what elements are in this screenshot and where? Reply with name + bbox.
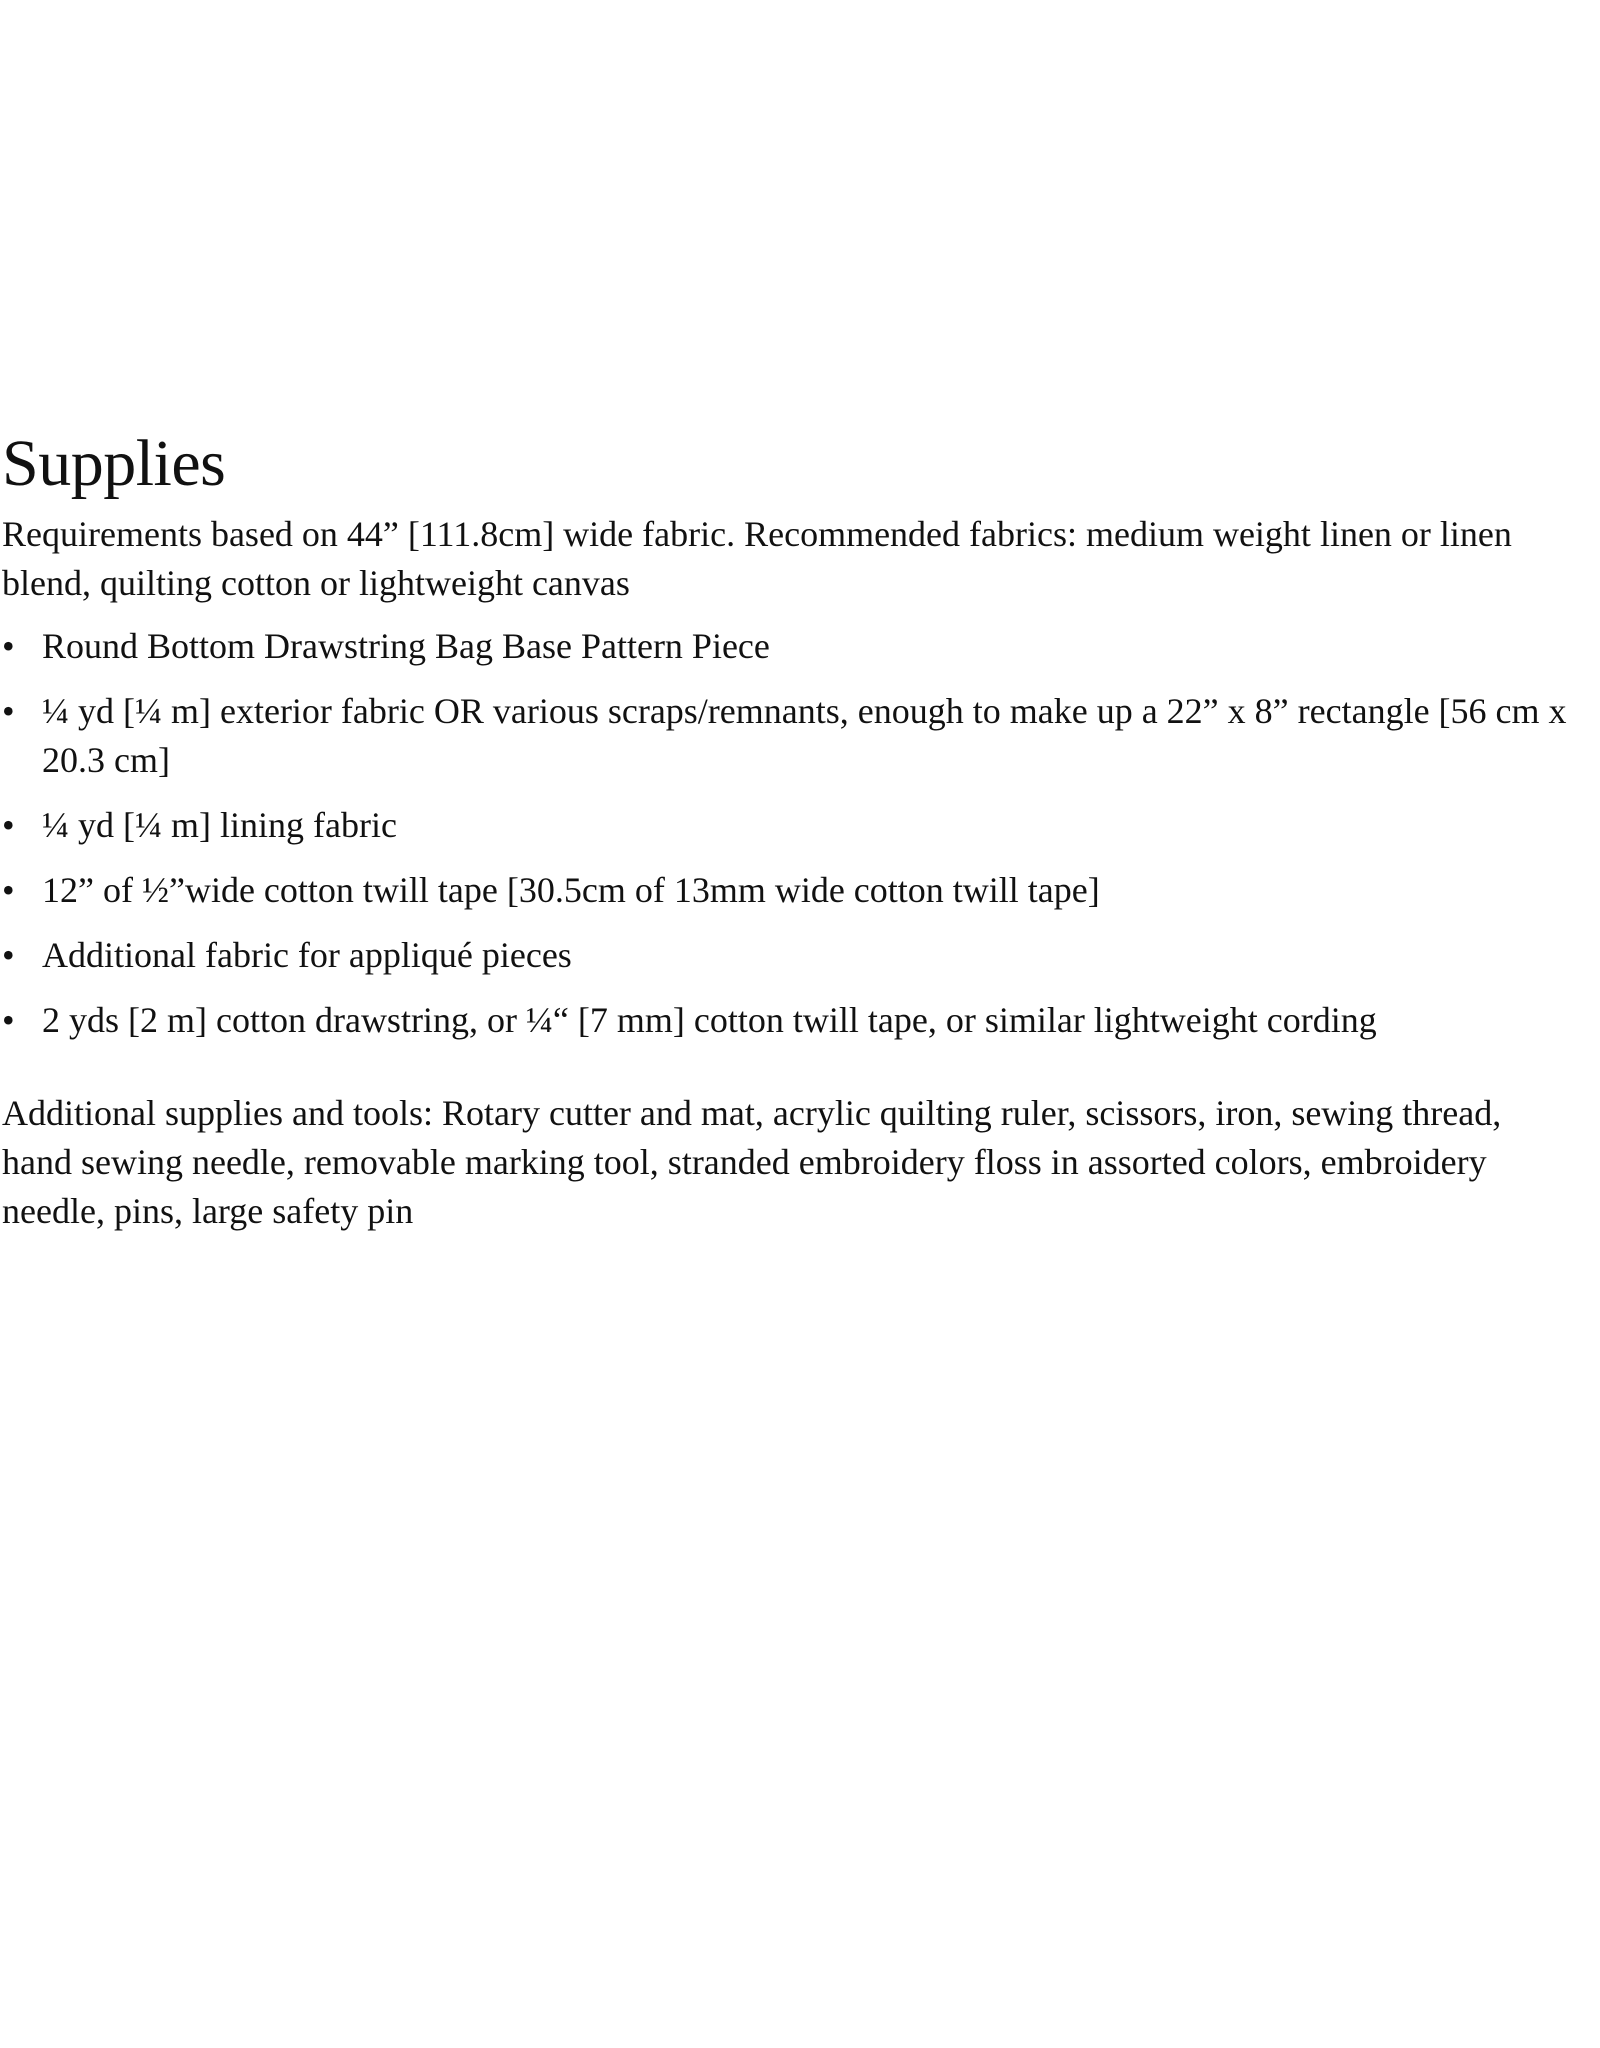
bullet-icon: •	[2, 805, 15, 845]
bullet-icon: •	[2, 870, 15, 910]
supplies-list	[2, 622, 1598, 1045]
list-item	[2, 866, 1598, 915]
list-item-text: ¼ yd [¼ m] lining fabric	[42, 805, 397, 845]
additional-supplies-text: Additional supplies and tools: Rotary cutter and mat, acrylic quilting ruler, scissors, iron, sewing thread, hand sewing needle, removable marking tool, stranded embroidery floss in assorted colors, embroidery needle, pins, large safety pin	[2, 1093, 1502, 1231]
list-item	[2, 801, 1598, 850]
requirements-text: Requirements based on 44” [111.8cm] wide fabric. Recommended fabrics: medium weight linen or linen blend, quilting cotton or lightweight canvas	[2, 514, 1512, 603]
list-item	[2, 622, 1598, 671]
bullet-icon: •	[2, 935, 15, 975]
page-title: Supplies	[2, 427, 226, 500]
list-item	[2, 996, 1598, 1045]
list-item-text: Additional fabric for appliqué pieces	[42, 935, 572, 975]
list-item-text: 2 yds [2 m] cotton drawstring, or ¼“ [7 mm] cotton twill tape, or similar lightweight cording	[42, 1000, 1377, 1040]
bullet-icon: •	[2, 1000, 15, 1040]
bullet-icon: •	[2, 626, 15, 666]
list-item-text: 12” of ½”wide cotton twill tape [30.5cm of 13mm wide cotton twill tape]	[42, 870, 1100, 910]
bullet-icon: •	[2, 691, 15, 731]
list-item	[2, 931, 1598, 980]
list-item-text: Round Bottom Drawstring Bag Base Pattern Piece	[42, 626, 770, 666]
supplies-section	[2, 428, 1598, 1236]
list-item	[2, 687, 1598, 785]
list-item-text: ¼ yd [¼ m] exterior fabric OR various scraps/remnants, enough to make up a 22” x 8” rectangle [56 cm x 20.3 cm]	[42, 691, 1567, 780]
